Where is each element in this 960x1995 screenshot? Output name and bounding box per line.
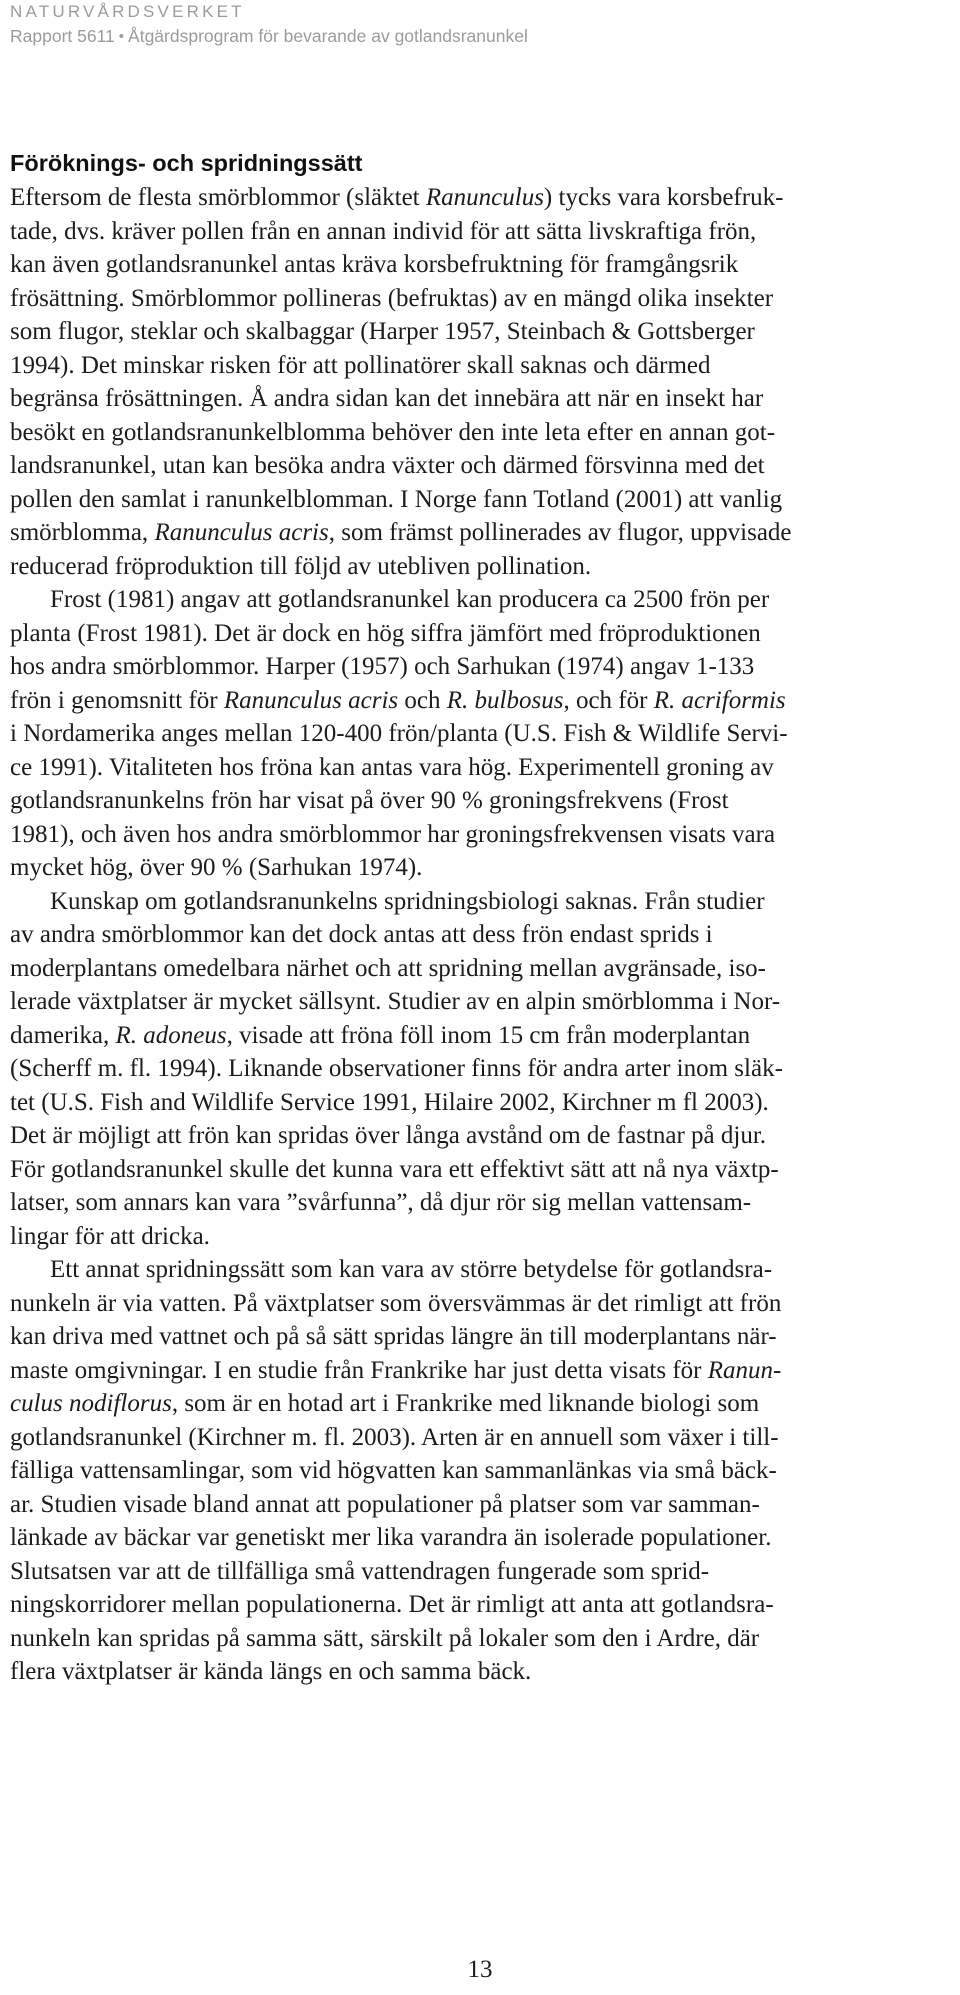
text-line: som flugor, steklar och skalbaggar (Harper 1957, Steinbach & Gottsberger <box>10 318 755 345</box>
paragraph <box>10 181 955 583</box>
text-line: nunkeln kan spridas på samma sätt, särskilt på lokaler som den i Ardre, där <box>10 1624 760 1652</box>
text-line: gotlandsranunkel (Kirchner m. fl. 2003). Arten är en annuell som växer i till- <box>10 1423 779 1451</box>
text-line: i Nordamerika anges mellan 120-400 frön/planta (U.S. Fish & Wildlife Servi- <box>10 720 788 747</box>
text-line: lerade växtplatser är mycket sällsynt. Studier av en alpin smörblomma i Nor- <box>10 988 781 1015</box>
text-line: 1981), och även hos andra smörblommor har groningsfrekvensen visats vara <box>10 820 776 848</box>
text-line: tade, dvs. kräver pollen från en annan individ för att sätta livskraftiga frön, <box>10 217 757 245</box>
text-line: begränsa frösättningen. Å andra sidan kan det innebära att när en insekt har <box>10 385 764 412</box>
text-line: 1994). Det minskar risken för att pollinatörer skall saknas och därmed <box>10 351 711 379</box>
text-line: kan även gotlandsranunkel antas kräva korsbefruktning för framgångsrik <box>10 251 739 278</box>
text-line: frösättning. Smörblommor pollineras (befruktas) av en mängd olika insekter <box>10 284 774 312</box>
text-line: Eftersom de flesta smörblommor (släktet Ranunculus) tycks vara korsbefruk- <box>10 184 784 211</box>
text-line: ce 1991). Vitaliteten hos fröna kan antas vara hög. Experimentell groning av <box>10 753 774 781</box>
text-line: frön i genomsnitt för Ranunculus acris och R. bulbosus, och för R. acriformis <box>10 686 786 714</box>
text-line: Kunskap om gotlandsranunkelns spridningsbiologi saknas. Från studier <box>50 887 765 915</box>
italic-term: R. bulbosus <box>446 686 564 714</box>
text-line: Frost (1981) angav att gotlandsranunkel kan producera ca 2500 frön per <box>50 586 770 613</box>
text-line: smörblomma, Ranunculus acris, som främst pollinerades av flugor, uppvisade <box>10 519 792 546</box>
text-line: landsranunkel, utan kan besöka andra växter och därmed försvinna med det <box>10 452 765 479</box>
italic-term: Ranunculus <box>425 184 544 211</box>
text-line: Det är möjligt att frön kan spridas över långa avstånd om de fastnar på djur. <box>10 1122 767 1149</box>
text-line: nunkeln är via vatten. På växtplatser som översvämmas är det rimligt att frön <box>10 1289 782 1317</box>
text-line: moderplantans omedelbara närhet och att spridning mellan avgränsade, iso- <box>10 954 766 982</box>
text-line: ningskorridorer mellan populationerna. Det är rimligt att anta att gotlandsra- <box>10 1591 774 1618</box>
text-line: besökt en gotlandsranunkelblomma behöver den inte leta efter en annan got- <box>10 418 776 446</box>
section-heading: Föröknings- och spridningssätt <box>10 150 363 176</box>
paragraph <box>10 583 955 885</box>
text-line: planta (Frost 1981). Det är dock en hög siffra jämfört med fröproduktionen <box>10 619 761 647</box>
running-header <box>10 0 950 50</box>
text-line: maste omgivningar. I en studie från Frankrike har just detta visats för Ranun- <box>10 1356 782 1384</box>
text-line: kan driva med vattnet och på så sätt spridas längre än till moderplantans när- <box>10 1323 777 1350</box>
italic-term: Ranunculus acris <box>154 519 329 546</box>
paragraph <box>10 1253 955 1689</box>
text-line: ar. Studien visade bland annat att populationer på platser som var samman- <box>10 1490 760 1518</box>
italic-term: R. adoneus <box>115 1021 227 1049</box>
italic-term: culus nodiflorus <box>10 1390 172 1417</box>
text-line: fälliga vattensamlingar, som vid högvatten kan sammanlänkas via små bäck- <box>10 1457 777 1484</box>
italic-term: Ranun- <box>707 1356 782 1384</box>
body-text <box>10 148 955 1689</box>
agency-name: NATURVÅRDSVERKET <box>10 2 245 21</box>
text-line: mycket hög, över 90 % (Sarhukan 1974). <box>10 854 423 881</box>
paragraph <box>10 885 955 1254</box>
page-number: 13 <box>467 1956 493 1983</box>
report-number: Rapport 5611 <box>10 26 115 46</box>
bullet-separator: • <box>118 28 125 45</box>
text-line: tet (U.S. Fish and Wildlife Service 1991, Hilaire 2002, Kirchner m fl 2003). <box>10 1088 769 1116</box>
text-line: (Scherff m. fl. 1994). Liknande observationer finns för andra arter inom släk- <box>10 1055 783 1082</box>
report-title: Åtgärdsprogram för bevarande av gotlandsranunkel <box>128 26 528 46</box>
text-line: reducerad fröproduktion till följd av utebliven pollination. <box>10 552 592 580</box>
text-line: Slutsatsen var att de tillfälliga små vattendragen fungerade som sprid- <box>10 1557 710 1585</box>
text-line: culus nodiflorus, som är en hotad art i Frankrike med liknande biologi som <box>10 1390 760 1417</box>
text-line: pollen den samlat i ranunkelblomman. I Norge fann Totland (2001) att vanlig <box>10 485 783 513</box>
report-line <box>10 24 950 50</box>
text-line: av andra smörblommor kan det dock antas att dess frön endast sprids i <box>10 921 713 948</box>
text-line: gotlandsranunkelns frön har visat på över 90 % groningsfrekvens (Frost <box>10 787 729 814</box>
text-line: Ett annat spridningssätt som kan vara av större betydelse för gotlandsra- <box>50 1256 773 1283</box>
text-line: länkade av bäckar var genetiskt mer lika varandra än isolerade populationer. <box>10 1524 772 1551</box>
text-line: flera växtplatser är kända längs en och samma bäck. <box>10 1658 532 1685</box>
text-line: hos andra smörblommor. Harper (1957) och Sarhukan (1974) angav 1-133 <box>10 653 755 680</box>
italic-term: Ranunculus acris <box>223 686 399 714</box>
text-line: latser, som annars kan vara ”svårfunna”, då djur rör sig mellan vattensam- <box>10 1189 752 1216</box>
text-line: För gotlandsranunkel skulle det kunna vara ett effektivt sätt att nå nya växtp- <box>10 1155 779 1183</box>
text-line: lingar för att dricka. <box>10 1222 210 1250</box>
text-line: damerika, R. adoneus, visade att fröna föll inom 15 cm från moderplantan <box>10 1021 751 1049</box>
italic-term: R. acriformis <box>653 686 786 714</box>
